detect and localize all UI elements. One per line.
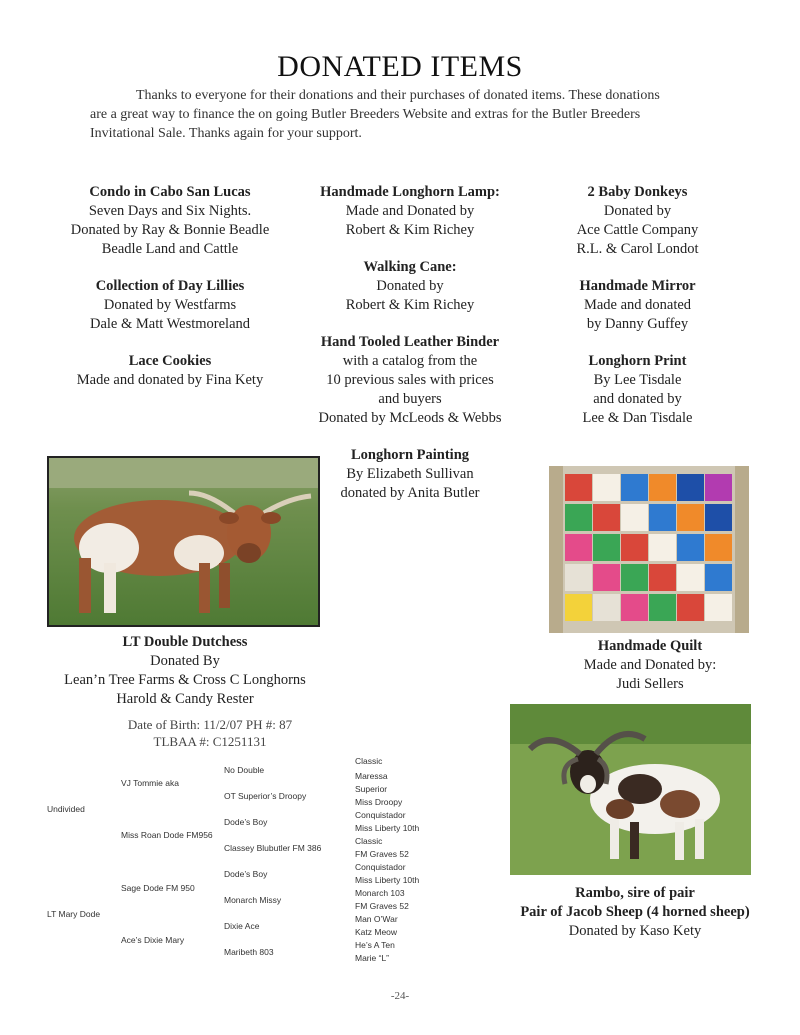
item-line: Donated by [603, 203, 672, 219]
quilt-patch [593, 534, 620, 561]
tlbaa-number: TLBAA #: C1251131 [153, 734, 267, 749]
quilt-patch [593, 474, 620, 501]
cow-image [49, 458, 318, 625]
quilt-patch [565, 534, 592, 561]
pedigree-entry: Maribeth 803 [224, 947, 274, 957]
item-line: Donated by Ray & Bonnie Beadle [70, 222, 270, 238]
pedigree-entry: Monarch 103 [355, 888, 405, 898]
quilt-patch [677, 594, 704, 621]
quilt-line: Made and Donated by: [583, 657, 717, 673]
page-title: DONATED ITEMS [277, 50, 523, 83]
quilt-patch [649, 504, 676, 531]
pedigree-entry: No Double [224, 765, 265, 775]
item-line: donated by Anita Butler [340, 485, 480, 501]
quilt-patch [705, 564, 732, 591]
quilt-caption [530, 637, 770, 694]
item-line: and donated by [593, 391, 682, 407]
donation-item [525, 277, 750, 334]
item-heading: Hand Tooled Leather Binder [320, 334, 500, 350]
jacob-sheep-photo [510, 704, 751, 875]
cow-caption [40, 633, 330, 709]
quilt-patch [649, 564, 676, 591]
quilt-patch [705, 534, 732, 561]
item-line: Beadle Land and Cattle [101, 241, 239, 257]
date-of-birth: Date of Birth: 11/2/07 PH #: 87 [127, 717, 293, 732]
item-line: and buyers [378, 391, 442, 407]
pedigree-entry: Conquistador [355, 810, 406, 820]
pedigree-entry: Marie “L” [355, 953, 390, 963]
page-number: -24- [390, 990, 410, 1002]
pedigree-entry: Maressa [355, 771, 388, 781]
item-line: with a catalog from the [342, 353, 478, 369]
item-heading: Lace Cookies [128, 353, 212, 369]
intro-line: Invitational Sale. Thanks again for your support. [90, 126, 362, 141]
item-line: 10 previous sales with prices [326, 372, 494, 388]
pedigree-sire: Undivided [47, 804, 85, 814]
sheep-line: Donated by Kaso Kety [568, 923, 702, 939]
sheep-caption [500, 884, 770, 941]
intro-line: are a great way to finance the on going Butler Breeders Website and extras for the Butler Breeders [90, 107, 641, 122]
cow-line: Lean’n Tree Farms & Cross C Longhorns [64, 672, 306, 688]
donation-item [525, 183, 750, 259]
longhorn-cow-photo [47, 456, 320, 627]
item-heading: 2 Baby Donkeys [587, 184, 688, 200]
pedigree-entry: Dixie Ace [224, 921, 260, 931]
donation-item [40, 183, 300, 259]
item-line: Made and Donated by [345, 203, 475, 219]
quilt-patch [593, 504, 620, 531]
left-column [40, 183, 300, 408]
item-heading: Handmade Longhorn Lamp: [320, 184, 500, 200]
item-line: Donated by McLeods & Webbs [318, 410, 502, 426]
quilt-patch [705, 594, 732, 621]
quilt-patch [621, 594, 648, 621]
quilt-patch [677, 564, 704, 591]
quilt-patch [565, 564, 592, 591]
pedigree-entry: Katz Meow [355, 927, 398, 937]
item-line: Lee & Dan Tisdale [582, 410, 693, 426]
pedigree-entry: Ace’s Dixie Mary [121, 935, 185, 945]
pedigree-entry: FM Graves 52 [355, 901, 409, 911]
right-column [525, 183, 750, 446]
item-line: by Danny Guffey [586, 316, 689, 332]
quilt-patch [649, 534, 676, 561]
pedigree-entry: Sage Dode FM 950 [121, 883, 195, 893]
donation-item [280, 183, 540, 240]
quilt-patch [565, 474, 592, 501]
pedigree-entry: Classey Blubutler FM 386 [224, 843, 322, 853]
item-heading: Handmade Mirror [579, 278, 696, 294]
quilt-patch [649, 594, 676, 621]
donation-item [280, 333, 540, 428]
quilt-patch [621, 474, 648, 501]
cow-line: Harold & Candy Rester [116, 691, 254, 707]
quilt-patch [565, 504, 592, 531]
quilt-patch [621, 504, 648, 531]
item-heading: Walking Cane: [363, 259, 457, 275]
quilt-patch [565, 594, 592, 621]
item-line: Ace Cattle Company [576, 222, 699, 238]
cow-stats [80, 716, 340, 750]
donation-item [525, 352, 750, 428]
donation-item [280, 258, 540, 315]
cow-line: Donated By [150, 653, 220, 669]
pedigree-entry: Miss Liberty 10th [355, 875, 420, 885]
quilt-patch [621, 564, 648, 591]
pedigree-entry: Miss Roan Dode FM956 [121, 830, 213, 840]
pedigree-entry: Superior [355, 784, 388, 794]
pedigree-entry: Miss Droopy [355, 797, 403, 807]
item-heading: Collection of Day Lillies [95, 278, 245, 294]
item-line: Made and donated [583, 297, 692, 313]
donation-item [40, 352, 300, 390]
quilt-name: Handmade Quilt [597, 638, 703, 654]
pedigree-entry: VJ Tommie aka [121, 778, 179, 788]
quilt-patch [621, 534, 648, 561]
intro-paragraph [90, 86, 710, 143]
pedigree-entry: OT Superior’s Droopy [224, 791, 307, 801]
pedigree-entry: Dode’s Boy [224, 817, 268, 827]
item-line: By Elizabeth Sullivan [346, 466, 474, 482]
quilt-patch [677, 504, 704, 531]
item-heading: Longhorn Painting [350, 447, 470, 463]
quilt-patch [649, 474, 676, 501]
quilt-patch [593, 594, 620, 621]
item-line: R.L. & Carol Londot [576, 241, 699, 257]
item-heading: Longhorn Print [588, 353, 687, 369]
quilt-patch [593, 564, 620, 591]
pedigree-entry: Classic [355, 756, 383, 766]
item-line: Donated by [376, 278, 444, 294]
quilt-patch [677, 534, 704, 561]
quilt-patch [705, 474, 732, 501]
donation-item [40, 277, 300, 334]
intro-line: Thanks to everyone for their donations and their purchases of donated items. These donations [136, 88, 660, 103]
quilt-patch [705, 504, 732, 531]
pedigree-entry: Monarch Missy [224, 895, 282, 905]
pedigree-entry: He’s A Ten [355, 940, 395, 950]
quilt-photo [549, 466, 749, 633]
cow-name: LT Double Dutchess [122, 634, 248, 650]
pedigree-entry: Classic [355, 836, 383, 846]
item-line: By Lee Tisdale [593, 372, 682, 388]
item-heading: Condo in Cabo San Lucas [89, 184, 251, 200]
item-line: Seven Days and Six Nights. [88, 203, 252, 219]
item-line: Made and donated by Fina Kety [76, 372, 264, 388]
pedigree-dam: LT Mary Dode [47, 909, 101, 919]
item-line: Donated by Westfarms [103, 297, 237, 313]
pedigree-entry: Miss Liberty 10th [355, 823, 420, 833]
sheep-image [510, 704, 751, 875]
quilt-image [549, 466, 749, 633]
quilt-line: Judi Sellers [616, 676, 684, 692]
pedigree-entry: Man O’War [355, 914, 398, 924]
item-line: Robert & Kim Richey [345, 297, 475, 313]
quilt-patch [677, 474, 704, 501]
pedigree-entry: Conquistador [355, 862, 406, 872]
pedigree-entry: FM Graves 52 [355, 849, 409, 859]
item-line: Dale & Matt Westmoreland [89, 316, 251, 332]
item-line: Robert & Kim Richey [345, 222, 475, 238]
pedigree-entry: Dode’s Boy [224, 869, 268, 879]
sheep-heading: Pair of Jacob Sheep (4 horned sheep) [520, 904, 750, 920]
sheep-heading: Rambo, sire of pair [575, 885, 695, 901]
